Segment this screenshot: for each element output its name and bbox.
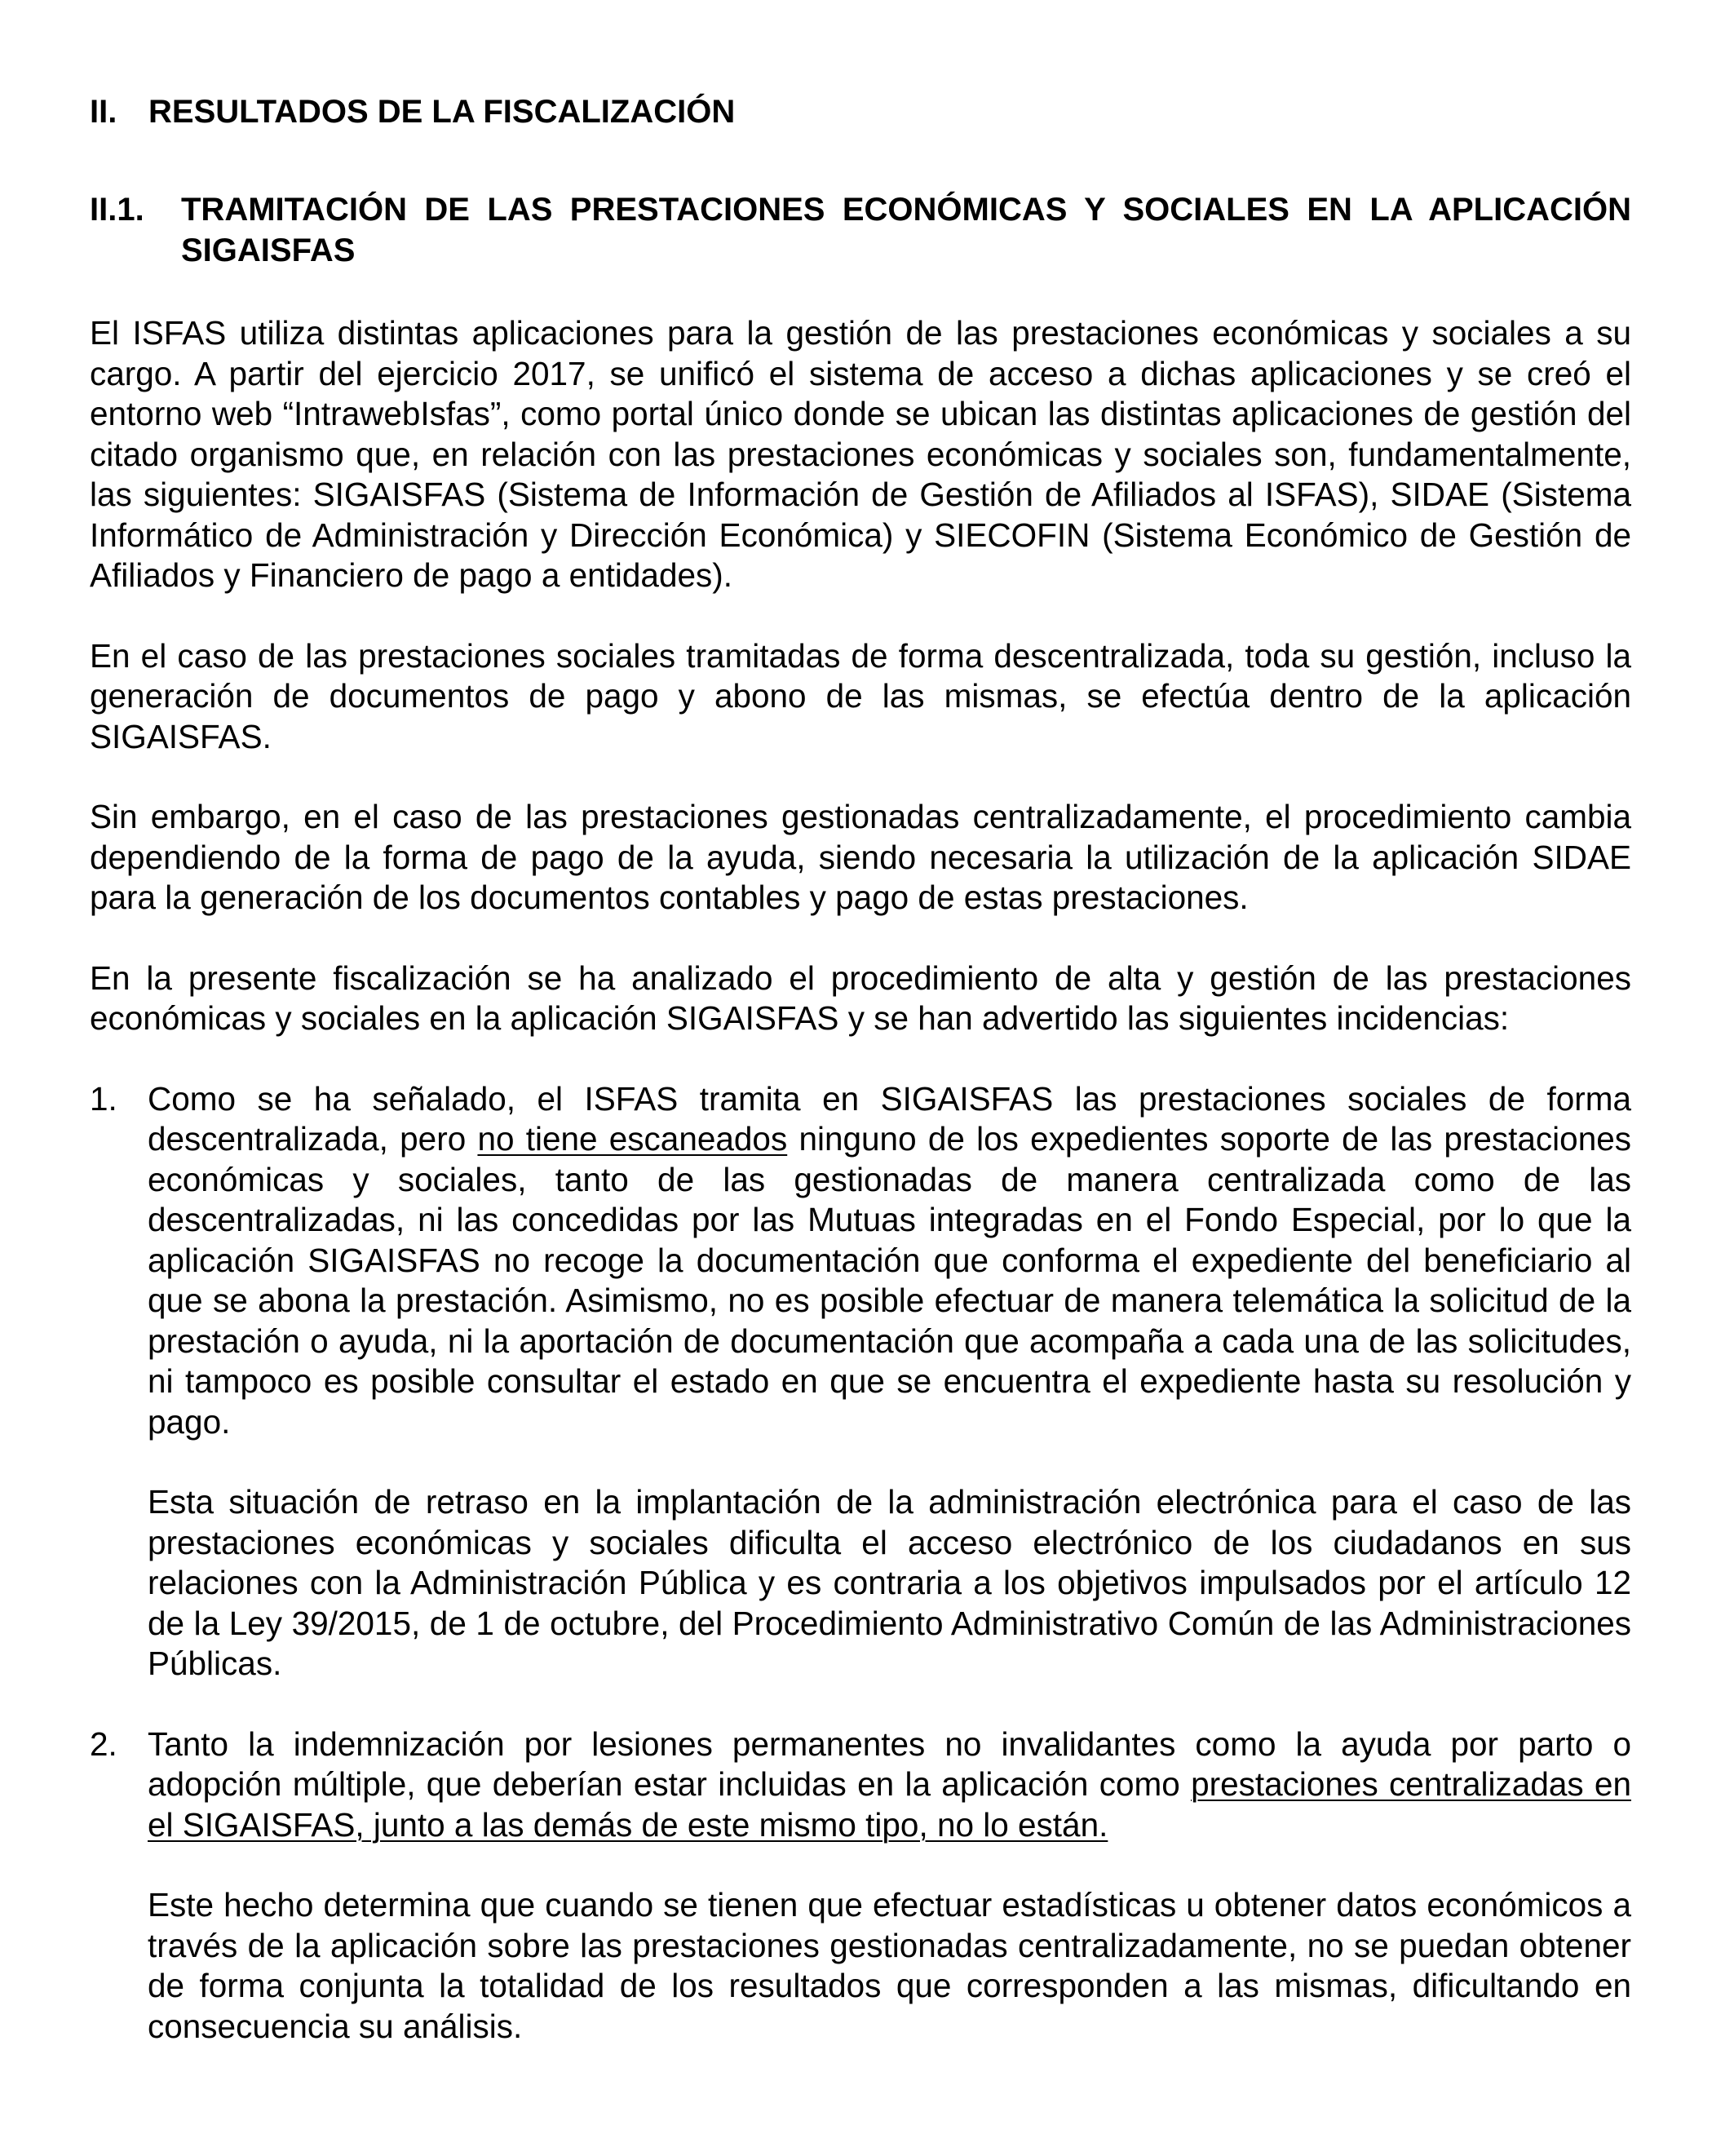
list-item-text <box>148 1079 1631 1443</box>
underlined-text: prestaciones centralizadas en el SIGAISFAS, junto a las demás de este mismo tipo, no lo están. <box>148 1765 1631 1844</box>
section-title: RESULTADOS DE LA FISCALIZACIÓN <box>148 94 736 130</box>
underlined-text: no tiene escaneados <box>477 1120 788 1158</box>
paragraph-centralized: Sin embargo, en el caso de las prestaciones gestionadas centralizadamente, el procedimiento cambia dependiendo de la forma de pago de la ayuda, siendo necesaria la utilización de la aplicación SIDAE para la generación de los documentos contables y pago de estas prestaciones. <box>90 798 1631 916</box>
list-item-followup: Esta situación de retraso en la implantación de la administración electrónica para el caso de las prestaciones económicas y sociales dificulta el acceso electrónico de los ciudadanos en sus relaciones con la Administración Pública y es contraria a los objetivos impulsados por el artículo 12 de la Ley 39/2015, de 1 de octubre, del Procedimiento Administrativo Común de las Administraciones Públicas. <box>148 1483 1631 1682</box>
paragraph-incidences-intro: En la presente fiscalización se ha analizado el procedimiento de alta y gestión de las prestaciones económicas y sociales en la aplicación SIGAISFAS y se han advertido las siguientes incidencias: <box>90 958 1631 1037</box>
list-item-body <box>148 1724 1631 2048</box>
paragraph-intro: El ISFAS utiliza distintas aplicaciones para la gestión de las prestaciones económicas y sociales a su cargo. A partir del ejercicio 2017, se unificó el sistema de acceso a dichas aplicaciones y se creó el entorno web “IntrawebIsfas”, como portal único donde se ubican las distintas aplicaciones de gestión del citado organismo que, en relación con las prestaciones económicas y sociales son, fundamentalmente, las siguientes: SIGAISFAS (Sistema de Información de Gestión de Afiliados al ISFAS), SIDAE (Sistema Informático de Administración y Dirección Económica) y SIECOFIN (Sistema Económico de Gestión de Afiliados y Financiero de pago a entidades). <box>90 314 1631 594</box>
list-item-text <box>148 1724 1631 1846</box>
paragraph-decentralized: En el caso de las prestaciones sociales tramitadas de forma descentralizada, toda su gestión, incluso la generación de documentos de pago y abono de las mismas, se efectúa dentro de la aplicación SIGAISFAS. <box>90 636 1631 755</box>
list-item-marker: 2. <box>90 1724 117 1763</box>
list-item-followup: Este hecho determina que cuando se tienen que efectuar estadísticas u obtener datos económicos a través de la aplicación sobre las prestaciones gestionadas centralizadamente, no se puedan obtener de forma conjunta la totalidad de los resultados que corresponden a las mismas, dificultando en consecuencia su análisis. <box>148 1886 1631 2045</box>
subsection-title: TRAMITACIÓN DE LAS PRESTACIONES ECONÓMICAS Y SOCIALES EN LA APLICACIÓN SIGAISFAS <box>181 192 1631 268</box>
list-item-text-after: ninguno de los expedientes soporte de las prestaciones económicas y sociales, tanto de las gestionadas de manera centralizada como de las descentralizadas, ni las concedidas por las Mutuas integradas en el Fondo Especial, por lo que la aplicación SIGAISFAS no recoge la documentación que conforma el expediente del beneficiario al que se abona la prestación. Asimismo, no es posible efectuar de manera telemática la solicitud de la prestación o ayuda, ni la aportación de documentación que acompaña a cada una de las solicitudes, ni tampoco es posible consultar el estado en que se encuentra el expediente hasta su resolución y pago. <box>148 1120 1631 1441</box>
list-item <box>90 1724 1631 2048</box>
section-number: II. <box>90 94 117 130</box>
list-item-body <box>148 1079 1631 1685</box>
section-heading <box>90 91 1631 132</box>
document-page <box>90 91 1631 2087</box>
list-item <box>90 1079 1631 1685</box>
list-item-text-before: Tanto la indemnización por lesiones permanentes no invalidantes como la ayuda por parto o adopción múltiple, que deberían estar incluidas en la aplicación como <box>148 1724 1631 1803</box>
subsection-number: II.1. <box>90 192 144 228</box>
list-item-text-before: Como se ha señalado, el ISFAS tramita en SIGAISFAS las prestaciones sociales de forma descentralizada, pero <box>148 1079 1631 1158</box>
subsection-heading <box>90 189 1631 271</box>
list-item-marker: 1. <box>90 1079 117 1118</box>
